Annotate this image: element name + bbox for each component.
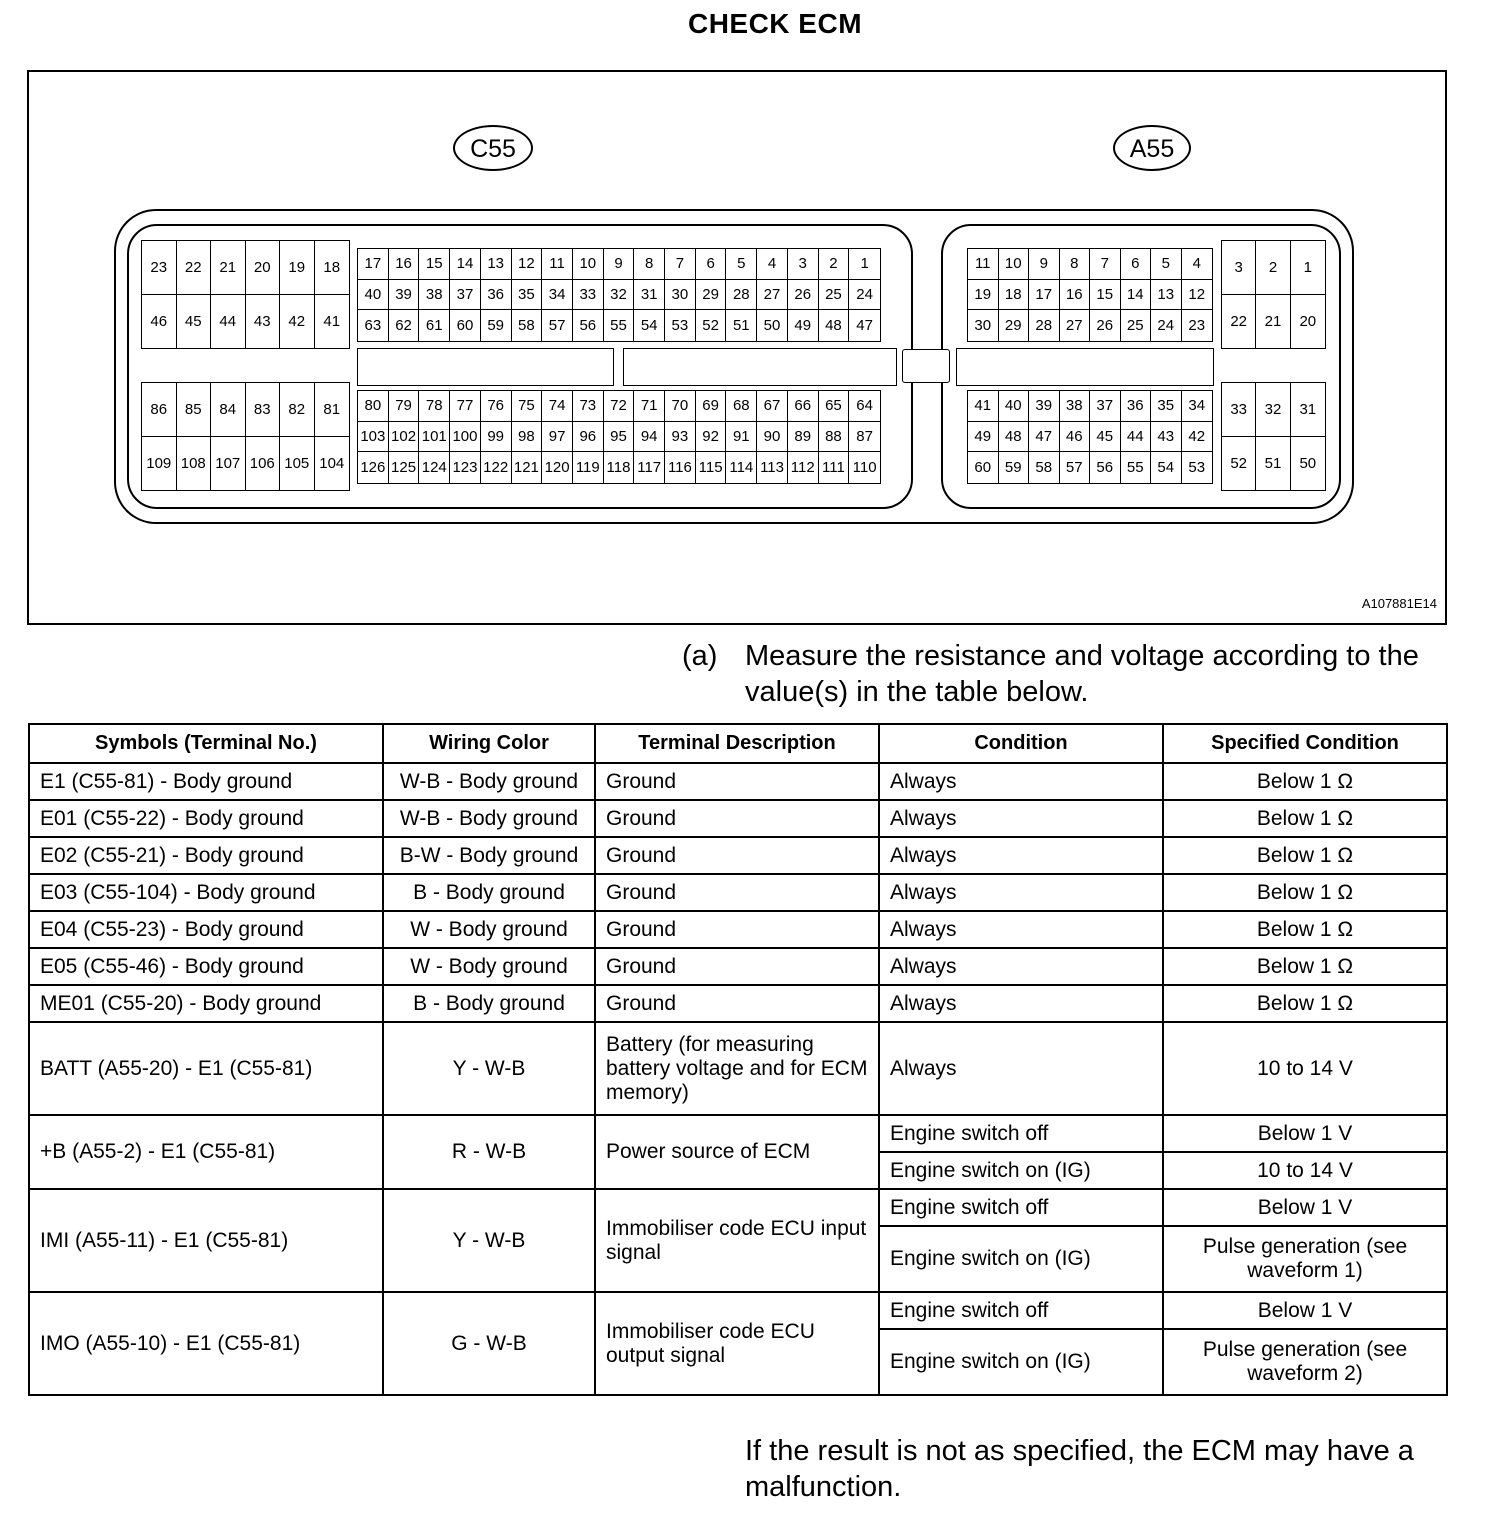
- pin-terminal: 42: [1182, 422, 1213, 453]
- pin-terminal: 3: [788, 249, 819, 280]
- pin-terminal: 6: [1121, 249, 1152, 280]
- cell-condition: Always: [879, 1022, 1163, 1115]
- pin-terminal: 114: [726, 452, 757, 483]
- header-wiring-color: Wiring Color: [383, 724, 595, 763]
- pin-terminal: 92: [696, 422, 727, 453]
- table-row: [29, 763, 1447, 800]
- pin-terminal: 15: [1090, 280, 1121, 311]
- cell-symbol: E02 (C55-21) - Body ground: [29, 837, 383, 874]
- cell-description: Immobiliser code ECU input signal: [595, 1189, 879, 1292]
- pin-terminal: 40: [358, 280, 389, 311]
- pin-terminal: 102: [389, 422, 420, 453]
- pin-terminal: 59: [999, 452, 1030, 483]
- pin-terminal: 8: [634, 249, 665, 280]
- table-row: [29, 1022, 1447, 1115]
- pin-terminal: 52: [1222, 437, 1256, 491]
- instruction-step: [682, 638, 1462, 714]
- pin-terminal: 28: [1029, 310, 1060, 341]
- header-terminal-description: Terminal Description: [595, 724, 879, 763]
- pin-terminal: 25: [1121, 310, 1152, 341]
- pin-terminal: 65: [819, 391, 850, 422]
- pin-terminal: 41: [323, 312, 341, 330]
- pin-terminal: 56: [1090, 452, 1121, 483]
- cell-description: Ground: [595, 948, 879, 985]
- pin-terminal: 34: [542, 280, 573, 311]
- c55-key-slot-right: [623, 348, 897, 386]
- pin-terminal: 26: [1090, 310, 1121, 341]
- pin-terminal: 51: [726, 310, 757, 341]
- pin-terminal: 62: [389, 310, 420, 341]
- pin-terminal: 56: [573, 310, 604, 341]
- a55-pin-block-bottom-main: [967, 390, 1213, 484]
- cell-symbol: E01 (C55-22) - Body ground: [29, 800, 383, 837]
- table-row: [29, 800, 1447, 837]
- pin-terminal: 111: [819, 452, 850, 483]
- table-header-row: [29, 724, 1447, 763]
- pin-terminal: 35: [1151, 391, 1182, 422]
- cell-spec: Below 1 Ω: [1163, 837, 1447, 874]
- cell-condition: Engine switch on (IG): [879, 1329, 1163, 1395]
- pin-terminal: 22: [177, 241, 212, 295]
- table-row: [29, 948, 1447, 985]
- pin-terminal: 2: [819, 249, 850, 280]
- cell-spec: 10 to 14 V: [1163, 1022, 1447, 1115]
- pin-terminal: 124: [419, 452, 450, 483]
- pin-terminal: 45: [1090, 422, 1121, 453]
- pin-terminal: 21: [1256, 295, 1290, 349]
- pin-terminal: 43: [1151, 422, 1182, 453]
- cell-symbol: ME01 (C55-20) - Body ground: [29, 985, 383, 1022]
- cell-description: Ground: [595, 911, 879, 948]
- cell-wiring: B-W - Body ground: [383, 837, 595, 874]
- pin-terminal: 60: [450, 310, 481, 341]
- cell-spec: Below 1 V: [1163, 1189, 1447, 1226]
- pin-terminal: 85: [177, 383, 212, 437]
- pin-terminal: 87: [849, 422, 880, 453]
- a55-pin-block-bottom-right: [1221, 382, 1326, 491]
- pin-terminal: 119: [573, 452, 604, 483]
- pin-terminal: 31: [1291, 383, 1325, 437]
- pin-terminal: 54: [634, 310, 665, 341]
- cell-condition: Engine switch off: [879, 1292, 1163, 1329]
- pin-terminal: 54: [1151, 452, 1182, 483]
- pin-terminal: 123: [450, 452, 481, 483]
- cell-spec: 10 to 14 V: [1163, 1152, 1447, 1189]
- pin-terminal: 109: [142, 437, 177, 491]
- pin-terminal: 99: [481, 422, 512, 453]
- pin-terminal: 14: [1121, 280, 1152, 311]
- cell-condition: Always: [879, 911, 1163, 948]
- header-symbols: Symbols (Terminal No.): [29, 724, 383, 763]
- pin-terminal: 32: [604, 280, 635, 311]
- pin-terminal: 1: [1291, 241, 1325, 295]
- cell-condition: Always: [879, 948, 1163, 985]
- pin-terminal: 21: [211, 241, 246, 295]
- pin-terminal: 22: [1222, 295, 1256, 349]
- pin-terminal: 52: [696, 310, 727, 341]
- pin-terminal: 24: [1151, 310, 1182, 341]
- pin-terminal: 3: [1222, 241, 1256, 295]
- a55-pin-block-top-right: [1221, 240, 1326, 349]
- pin-terminal: 39: [1029, 391, 1060, 422]
- pin-terminal: 6: [696, 249, 727, 280]
- pin-terminal: 27: [757, 280, 788, 311]
- cell-wiring: W - Body ground: [383, 911, 595, 948]
- pin-terminal: 42: [280, 295, 315, 349]
- pin-terminal: 29: [696, 280, 727, 311]
- c55-pin-block-bottom-left: [141, 382, 350, 491]
- pin-terminal: 67: [757, 391, 788, 422]
- cell-condition: Engine switch on (IG): [879, 1152, 1163, 1189]
- pin-terminal: 86: [142, 383, 177, 437]
- pin-terminal: 47: [856, 317, 873, 335]
- pin-terminal: 20: [246, 241, 281, 295]
- cell-wiring: R - W-B: [383, 1115, 595, 1189]
- pin-terminal: 97: [542, 422, 573, 453]
- pin-terminal: 47: [1029, 422, 1060, 453]
- pin-terminal: 58: [512, 310, 543, 341]
- cell-condition: Always: [879, 985, 1163, 1022]
- pin-terminal: 46: [1060, 422, 1091, 453]
- pin-terminal: 5: [1151, 249, 1182, 280]
- cell-description: Power source of ECM: [595, 1115, 879, 1189]
- pin-terminal: 20: [1299, 312, 1317, 330]
- pin-terminal: 43: [246, 295, 281, 349]
- pin-terminal: 25: [819, 280, 850, 311]
- pin-terminal: 49: [968, 422, 999, 453]
- cell-condition: Always: [879, 763, 1163, 800]
- pin-terminal: 126: [358, 452, 389, 483]
- table-row: [29, 874, 1447, 911]
- pin-terminal: 59: [481, 310, 512, 341]
- pin-terminal: 69: [696, 391, 727, 422]
- pin-terminal: 37: [450, 280, 481, 311]
- pin-terminal: 72: [604, 391, 635, 422]
- pin-terminal: 112: [788, 452, 819, 483]
- pin-terminal: 75: [512, 391, 543, 422]
- pin-terminal: 5: [726, 249, 757, 280]
- pin-terminal: 23: [1188, 317, 1206, 335]
- pin-terminal: 106: [246, 437, 281, 491]
- pin-terminal: 64: [849, 391, 880, 422]
- pin-terminal: 48: [819, 310, 850, 341]
- pin-terminal: 2: [1256, 241, 1290, 295]
- cell-symbol: E03 (C55-104) - Body ground: [29, 874, 383, 911]
- table-row: [29, 1292, 1447, 1329]
- pin-terminal: 18: [999, 280, 1030, 311]
- pin-terminal: 110: [852, 459, 877, 477]
- cell-spec: Below 1 Ω: [1163, 763, 1447, 800]
- pin-terminal: 116: [665, 452, 696, 483]
- cell-wiring: B - Body ground: [383, 985, 595, 1022]
- cell-description: Ground: [595, 985, 879, 1022]
- cell-spec: Pulse generation (see waveform 1): [1163, 1226, 1447, 1292]
- a55-pin-block-top-main: [967, 248, 1213, 342]
- cell-symbol: E04 (C55-23) - Body ground: [29, 911, 383, 948]
- cell-wiring: W - Body ground: [383, 948, 595, 985]
- pin-terminal: 104: [319, 454, 345, 472]
- cell-description: Ground: [595, 874, 879, 911]
- pin-terminal: 73: [573, 391, 604, 422]
- cell-description: Ground: [595, 800, 879, 837]
- pin-terminal: 100: [450, 422, 481, 453]
- pin-terminal: 26: [788, 280, 819, 311]
- pin-terminal: 44: [1121, 422, 1152, 453]
- header-condition: Condition: [879, 724, 1163, 763]
- cell-condition: Always: [879, 800, 1163, 837]
- cell-description: Battery (for measuring battery voltage and for ECM memory): [595, 1022, 879, 1115]
- pin-terminal: 4: [757, 249, 788, 280]
- pin-terminal: 8: [1060, 249, 1091, 280]
- pin-terminal: 66: [788, 391, 819, 422]
- pin-terminal: 96: [573, 422, 604, 453]
- pin-terminal: 9: [604, 249, 635, 280]
- pin-terminal: 101: [419, 422, 450, 453]
- cell-wiring: Y - W-B: [383, 1189, 595, 1292]
- pin-terminal: 70: [665, 391, 696, 422]
- cell-description: Immobiliser code ECU output signal: [595, 1292, 879, 1395]
- pin-terminal: 90: [757, 422, 788, 453]
- pin-terminal: 41: [968, 391, 999, 422]
- pin-terminal: 95: [604, 422, 635, 453]
- ecm-connector-figure: [27, 70, 1447, 625]
- pin-terminal: 120: [542, 452, 573, 483]
- cell-wiring: B - Body ground: [383, 874, 595, 911]
- spec-table: [28, 723, 1448, 1396]
- pin-terminal: 58: [1029, 452, 1060, 483]
- pin-terminal: 17: [1029, 280, 1060, 311]
- pin-terminal: 39: [389, 280, 420, 311]
- cell-symbol: IMI (A55-11) - E1 (C55-81): [29, 1189, 383, 1292]
- cell-symbol: IMO (A55-10) - E1 (C55-81): [29, 1292, 383, 1395]
- pin-terminal: 57: [542, 310, 573, 341]
- pin-terminal: 28: [726, 280, 757, 311]
- pin-terminal: 121: [512, 452, 543, 483]
- cell-description: Ground: [595, 837, 879, 874]
- pin-terminal: 122: [481, 452, 512, 483]
- c55-pin-block-top-left: [141, 240, 350, 349]
- cell-spec: Below 1 V: [1163, 1292, 1447, 1329]
- figure-id: A107881E14: [1361, 596, 1437, 611]
- pin-terminal: 98: [512, 422, 543, 453]
- pin-terminal: 11: [968, 249, 999, 280]
- pin-terminal: 80: [358, 391, 389, 422]
- pin-terminal: 60: [968, 452, 999, 483]
- pin-terminal: 13: [1151, 280, 1182, 311]
- pin-terminal: 93: [665, 422, 696, 453]
- cell-wiring: G - W-B: [383, 1292, 595, 1395]
- connector-label-c55: C55: [453, 125, 533, 171]
- pin-terminal: 79: [389, 391, 420, 422]
- pin-terminal: 89: [788, 422, 819, 453]
- pin-terminal: 30: [665, 280, 696, 311]
- c55-key-slot-left: [357, 348, 614, 386]
- pin-terminal: 103: [358, 422, 389, 453]
- cell-description: Ground: [595, 763, 879, 800]
- pin-terminal: 88: [819, 422, 850, 453]
- cell-spec: Below 1 Ω: [1163, 874, 1447, 911]
- pin-terminal: 78: [419, 391, 450, 422]
- cell-spec: Below 1 Ω: [1163, 985, 1447, 1022]
- pin-terminal: 11: [542, 249, 573, 280]
- pin-terminal: 77: [450, 391, 481, 422]
- pin-terminal: 71: [634, 391, 665, 422]
- pin-terminal: 16: [389, 249, 420, 280]
- cell-condition: Always: [879, 874, 1163, 911]
- pin-terminal: 55: [604, 310, 635, 341]
- pin-terminal: 50: [1299, 454, 1317, 472]
- pin-terminal: 1: [849, 249, 880, 280]
- pin-terminal: 15: [419, 249, 450, 280]
- pin-terminal: 40: [999, 391, 1030, 422]
- pin-terminal: 83: [246, 383, 281, 437]
- pin-terminal: 82: [280, 383, 315, 437]
- pin-terminal: 53: [1188, 459, 1206, 477]
- pin-terminal: 44: [211, 295, 246, 349]
- connector-label-a55: A55: [1113, 125, 1191, 171]
- cell-symbol: BATT (A55-20) - E1 (C55-81): [29, 1022, 383, 1115]
- pin-terminal: 51: [1256, 437, 1290, 491]
- pin-terminal: 115: [696, 452, 727, 483]
- pin-terminal: 84: [211, 383, 246, 437]
- pin-terminal: 37: [1090, 391, 1121, 422]
- cell-condition: Always: [879, 837, 1163, 874]
- pin-terminal: 33: [573, 280, 604, 311]
- pin-terminal: 35: [512, 280, 543, 311]
- pin-terminal: 19: [968, 280, 999, 311]
- pin-terminal: 48: [999, 422, 1030, 453]
- table-row: [29, 1189, 1447, 1226]
- pin-terminal: 125: [389, 452, 420, 483]
- pin-terminal: 12: [512, 249, 543, 280]
- table-row: [29, 985, 1447, 1022]
- pin-terminal: 7: [665, 249, 696, 280]
- cell-symbol: E1 (C55-81) - Body ground: [29, 763, 383, 800]
- pin-terminal: 107: [211, 437, 246, 491]
- cell-wiring: W-B - Body ground: [383, 800, 595, 837]
- pin-terminal: 32: [1256, 383, 1290, 437]
- pin-terminal: 38: [419, 280, 450, 311]
- pin-terminal: 94: [634, 422, 665, 453]
- cell-condition: Engine switch off: [879, 1189, 1163, 1226]
- step-marker: (a): [682, 640, 718, 672]
- cell-symbol: E05 (C55-46) - Body ground: [29, 948, 383, 985]
- pin-terminal: 38: [1060, 391, 1091, 422]
- cell-condition: Engine switch off: [879, 1115, 1163, 1152]
- pin-terminal: 27: [1060, 310, 1091, 341]
- pin-terminal: 55: [1121, 452, 1152, 483]
- pin-terminal: 34: [1182, 391, 1213, 422]
- pin-terminal: 33: [1222, 383, 1256, 437]
- center-latch: [902, 349, 950, 383]
- header-specified-condition: Specified Condition: [1163, 724, 1447, 763]
- a55-key-slot: [956, 348, 1214, 386]
- pin-terminal: 49: [788, 310, 819, 341]
- pin-terminal: 46: [142, 295, 177, 349]
- pin-terminal: 61: [419, 310, 450, 341]
- pin-terminal: 31: [634, 280, 665, 311]
- pin-terminal: 63: [358, 310, 389, 341]
- pin-terminal: 7: [1090, 249, 1121, 280]
- table-row: [29, 837, 1447, 874]
- pin-terminal: 45: [177, 295, 212, 349]
- step-text: Measure the resistance and voltage according to the value(s) in the table below.: [745, 640, 1419, 708]
- cell-wiring: W-B - Body ground: [383, 763, 595, 800]
- pin-terminal: 113: [757, 452, 788, 483]
- pin-terminal: 29: [999, 310, 1030, 341]
- pin-terminal: 18: [315, 241, 350, 295]
- pin-terminal: 91: [726, 422, 757, 453]
- pin-terminal: 118: [604, 452, 635, 483]
- cell-spec: Below 1 Ω: [1163, 911, 1447, 948]
- cell-symbol: +B (A55-2) - E1 (C55-81): [29, 1115, 383, 1189]
- pin-terminal: 105: [280, 437, 315, 491]
- pin-terminal: 117: [634, 452, 665, 483]
- pin-terminal: 12: [1182, 280, 1213, 311]
- table-row: [29, 1115, 1447, 1152]
- pin-terminal: 68: [726, 391, 757, 422]
- pin-terminal: 24: [849, 280, 880, 311]
- pin-terminal: 10: [999, 249, 1030, 280]
- pin-terminal: 4: [1182, 249, 1213, 280]
- cell-spec: Below 1 V: [1163, 1115, 1447, 1152]
- table-row: [29, 911, 1447, 948]
- pin-terminal: 76: [481, 391, 512, 422]
- pin-terminal: 16: [1060, 280, 1091, 311]
- pin-terminal: 19: [280, 241, 315, 295]
- cell-condition: Engine switch on (IG): [879, 1226, 1163, 1292]
- pin-terminal: 36: [1121, 391, 1152, 422]
- pin-terminal: 74: [542, 391, 573, 422]
- cell-wiring: Y - W-B: [383, 1022, 595, 1115]
- page-title: CHECK ECM: [687, 8, 863, 39]
- cell-spec: Pulse generation (see waveform 2): [1163, 1329, 1447, 1395]
- pin-terminal: 17: [358, 249, 389, 280]
- pin-terminal: 108: [177, 437, 212, 491]
- pin-terminal: 13: [481, 249, 512, 280]
- pin-terminal: 81: [315, 383, 350, 437]
- c55-pin-block-top-main: [357, 248, 881, 342]
- pin-terminal: 57: [1060, 452, 1091, 483]
- c55-pin-block-bottom-main: [357, 390, 881, 484]
- cell-spec: Below 1 Ω: [1163, 948, 1447, 985]
- pin-terminal: 9: [1029, 249, 1060, 280]
- pin-terminal: 30: [968, 310, 999, 341]
- pin-terminal: 10: [573, 249, 604, 280]
- pin-terminal: 14: [450, 249, 481, 280]
- pin-terminal: 53: [665, 310, 696, 341]
- pin-terminal: 23: [142, 241, 177, 295]
- footnote: If the result is not as specified, the ECM may have a malfunction.: [745, 1435, 1414, 1503]
- cell-spec: Below 1 Ω: [1163, 800, 1447, 837]
- pin-terminal: 36: [481, 280, 512, 311]
- pin-terminal: 50: [757, 310, 788, 341]
